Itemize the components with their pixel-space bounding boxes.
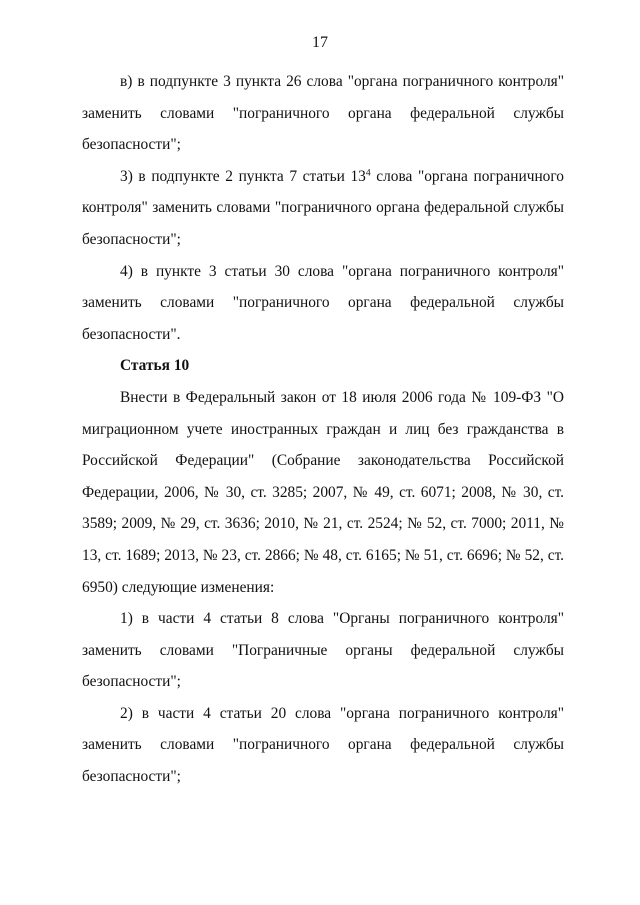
item-3-superscript: 4 — [365, 167, 371, 179]
page-number: 17 — [312, 34, 328, 51]
change-1-paragraph: 1) в части 4 статьи 8 слова "Органы пограничного контроля" заменить словами "Пограничные органы федеральной службы безопасности"; — [82, 610, 564, 691]
item-v-paragraph: в) в подпункте 3 пункта 26 слова "органа пограничного контроля" заменить словами "пограничного органа федеральной службы безопасности"; — [82, 73, 564, 154]
article-heading: Статья 10 — [120, 357, 190, 375]
item-3-paragraph — [82, 161, 564, 256]
change-2-paragraph: 2) в части 4 статьи 20 слова "органа пограничного контроля" заменить словами "пограничного органа федеральной службы безопасности"; — [82, 704, 564, 786]
item-3-text-end: слова "органа пограничного контроля" заменить словами "пограничного органа федеральной службы безопасности"; — [82, 167, 565, 248]
item-4-paragraph: 4) в пункте 3 статьи 30 слова "органа пограничного контроля" заменить словами "пограничного органа федеральной службы безопасности". — [82, 262, 564, 343]
document-body — [82, 66, 564, 793]
article-intro-paragraph: Внести в Федеральный закон от 18 июля 2006 года № 109-ФЗ "О миграционном учете иностранных граждан и лиц без гражданства в Российской Федерации" (Собрание законодательства Российской Федерации, 2006, № 30, ст. 3285; 2007, № 49, ст. 6071; 2008, № 30, ст. 3589; 2009, № 29, ст. 3636; 2010, № 21, ст. 2524; № 52, ст. 7000; 2011, № 13, ст. 1689; 2013, № 23, ст. 2866; № 48, ст. 6165; № 51, ст. 6696; № 52, ст. 6950) следующие изменения: — [82, 388, 564, 596]
item-3-text-start: 3) в подпункте 2 пункта 7 статьи 13 — [120, 167, 366, 185]
